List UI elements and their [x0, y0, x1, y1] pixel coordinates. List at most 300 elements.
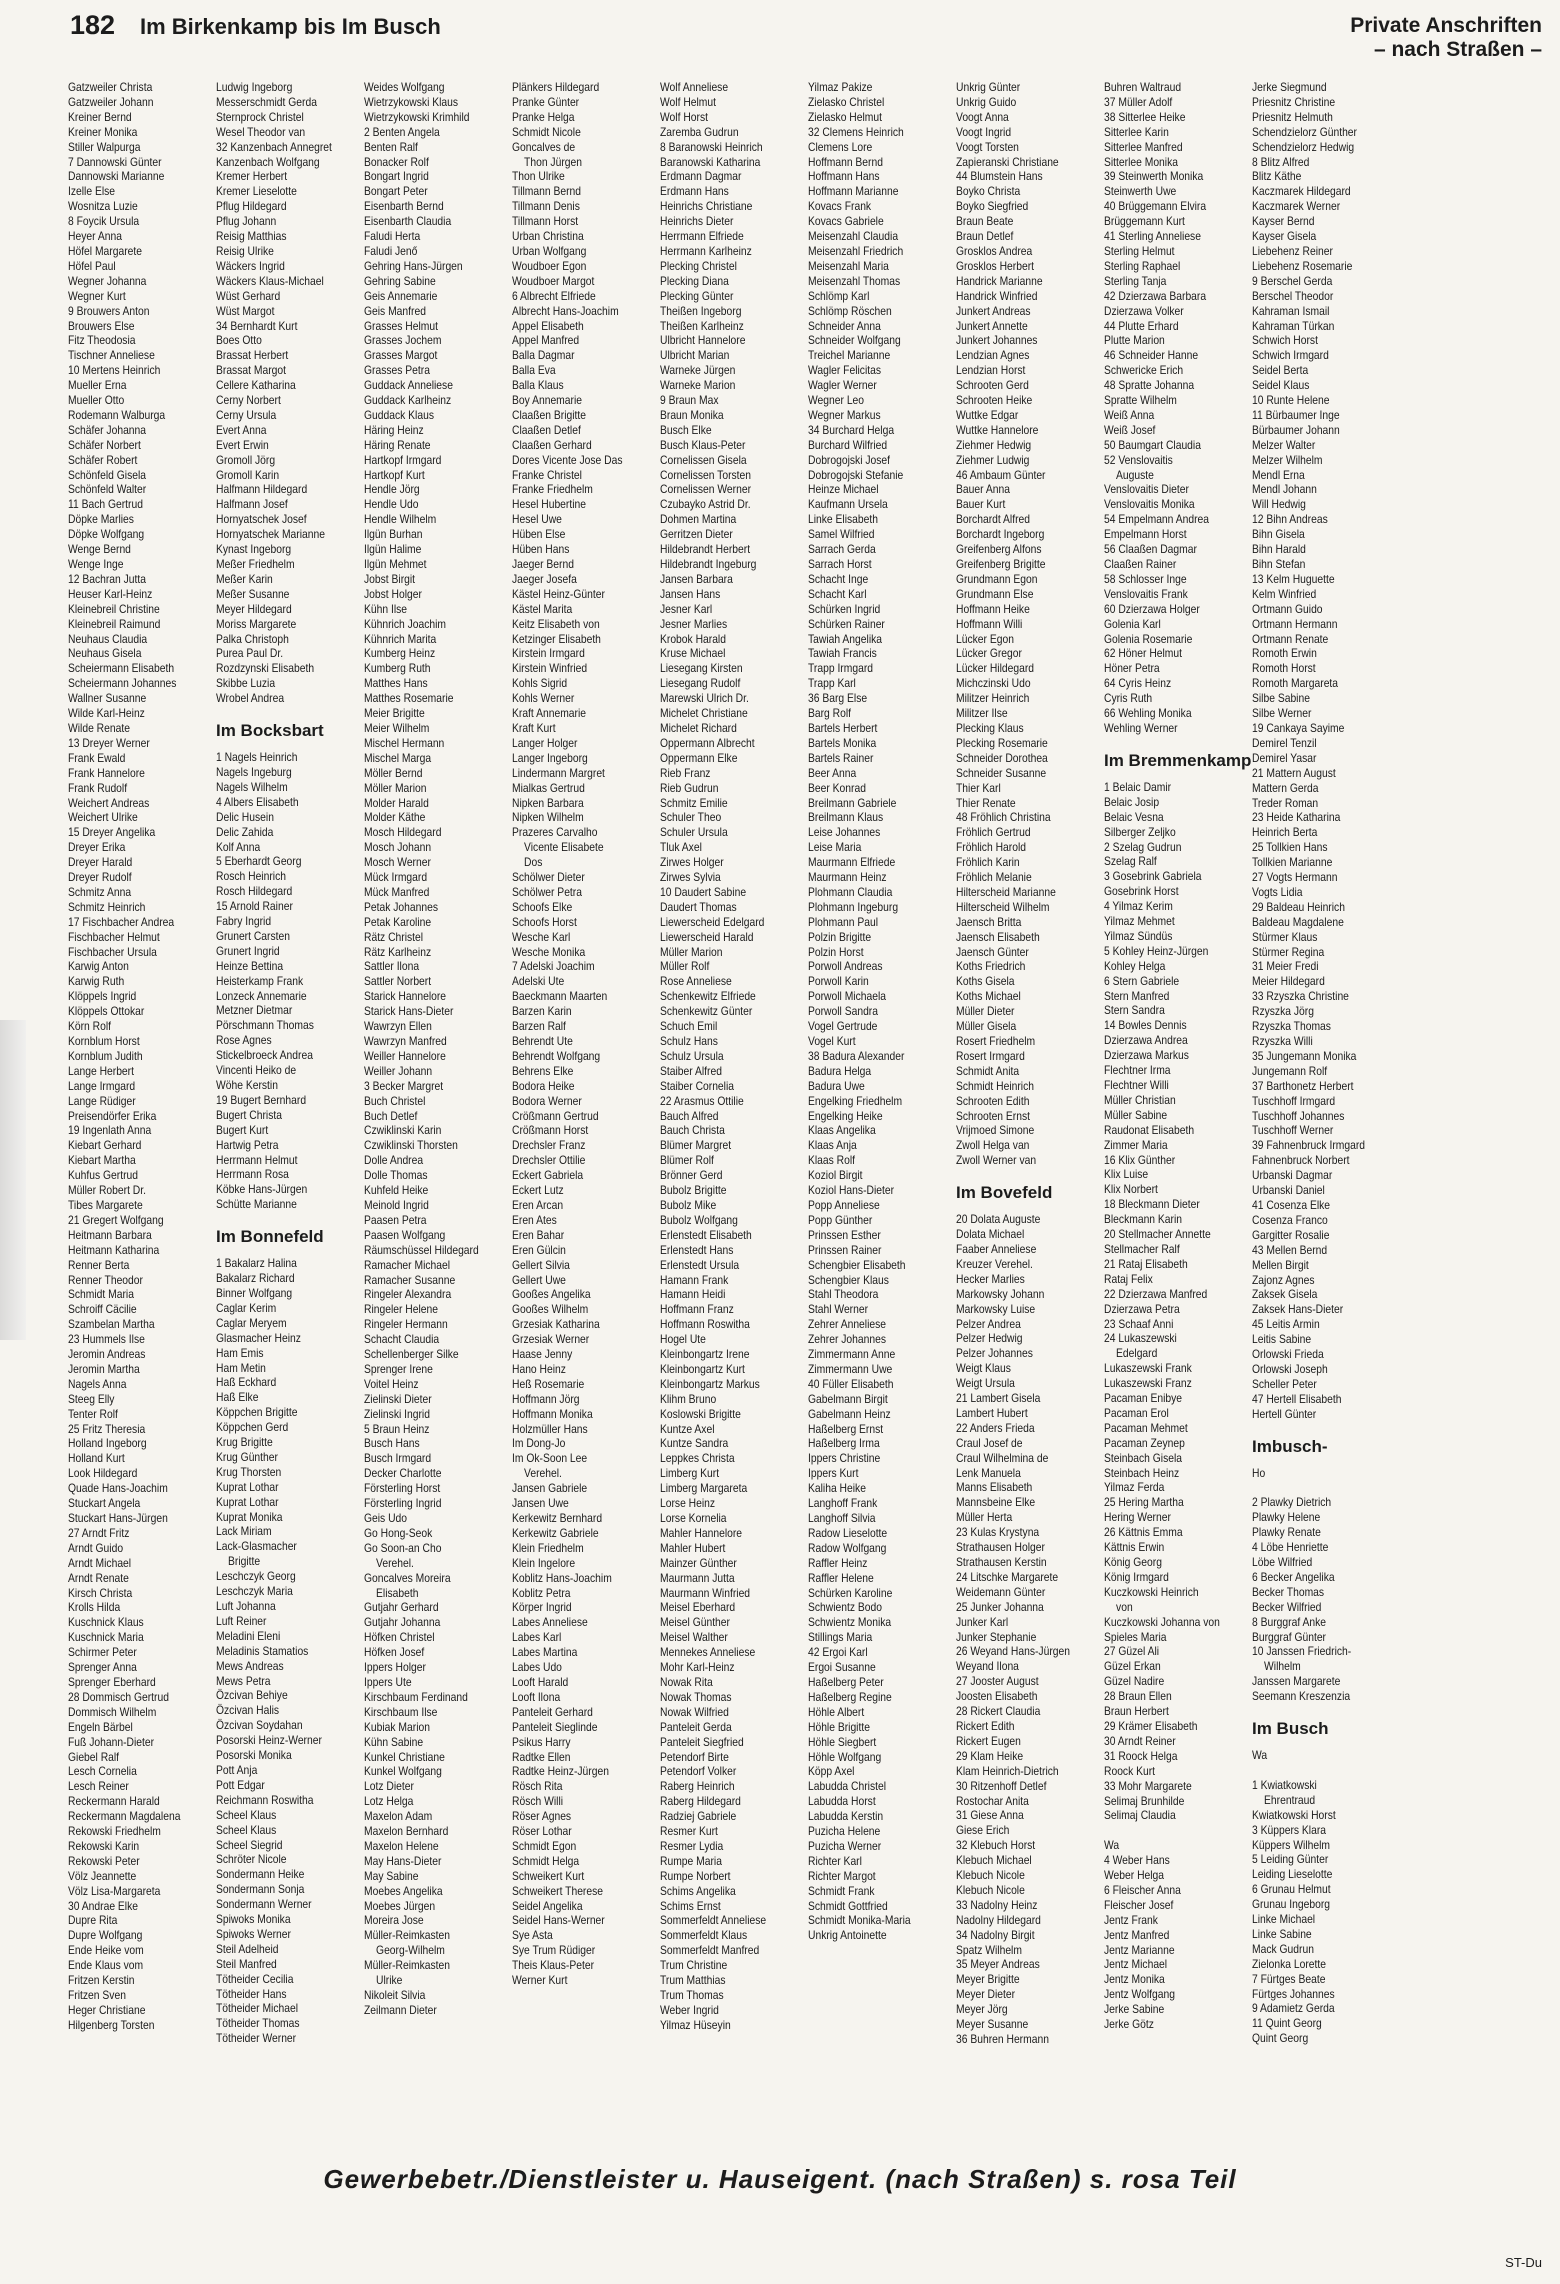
directory-entry: Faaber Anneliese — [956, 1241, 1037, 1256]
directory-entry: Hesel Uwe — [512, 512, 562, 527]
directory-entry: Wegner Kurt — [68, 288, 126, 303]
directory-entry-continuation: Edelgard — [1116, 1346, 1158, 1361]
directory-entry: Leiding Lieselotte — [1252, 1867, 1333, 1882]
directory-entry: Glasmacher Heinz — [216, 1330, 301, 1345]
directory-entry-continuation: Ulrike — [376, 1973, 403, 1988]
directory-entry: Baldeau Magdalene — [1252, 914, 1344, 929]
directory-entry: Rzyszka Jörg — [1252, 1004, 1314, 1019]
directory-entry: Pott Anja — [216, 1762, 258, 1777]
directory-entry: Faludi Jenő — [364, 243, 418, 258]
directory-entry: Messerschmidt Gerda — [216, 94, 317, 109]
directory-entry: Ortmann Guido — [1252, 601, 1323, 616]
directory-entry: Haßelberg Irma — [808, 1436, 880, 1451]
directory-entry: 29 Klam Heike — [956, 1748, 1024, 1763]
directory-entry: Gosebrink Horst — [1104, 884, 1179, 899]
directory-entry: Müller Dieter — [956, 1004, 1015, 1019]
directory-column — [68, 80, 216, 2158]
directory-entry: 6 Fleischer Anna — [1104, 1882, 1181, 1897]
directory-entry: Nowak Rita — [660, 1674, 713, 1689]
directory-entry: 21 Mattern August — [1252, 765, 1336, 780]
directory-entry: Kühn Ilse — [364, 601, 408, 616]
directory-entry: Pacaman Mehmet — [1104, 1420, 1188, 1435]
directory-entry: Weiller Hannelore — [364, 1048, 446, 1063]
directory-entry: Herrmann Elfriede — [660, 229, 744, 244]
directory-entry: Kleinbongartz Markus — [660, 1376, 760, 1391]
directory-entry: Höfel Paul — [68, 258, 116, 273]
directory-entry: Weigt Klaus — [956, 1361, 1011, 1376]
directory-entry: Venslovaitis Dieter — [1104, 482, 1189, 497]
directory-entry: Erlenstedt Elisabeth — [660, 1227, 752, 1242]
directory-entry: Meisenzahl Maria — [808, 258, 889, 273]
directory-entry: Renner Theodor — [68, 1272, 143, 1287]
directory-entry: Bürbaumer Johann — [1252, 422, 1340, 437]
directory-entry: Maurmann Winfried — [660, 1585, 751, 1600]
directory-entry: Oppermann Albrecht — [660, 735, 755, 750]
directory-entry: 9 Berschel Gerda — [1252, 273, 1333, 288]
directory-entry: Heinrichs Christiane — [660, 199, 753, 214]
directory-entry: Kunkel Wolfgang — [364, 1764, 442, 1779]
directory-entry: Heitmann Katharina — [68, 1242, 160, 1257]
directory-entry: Bugert Christa — [216, 1107, 282, 1122]
directory-entry: Grasses Helmut — [364, 318, 438, 333]
directory-entry: Sommerfeldt Manfred — [660, 1943, 760, 1958]
directory-entry: Boes Otto — [216, 333, 262, 348]
directory-entry: Weigt Ursula — [956, 1376, 1015, 1391]
directory-entry: Krug Thorsten — [216, 1464, 282, 1479]
directory-entry: Kovacs Gabriele — [808, 214, 884, 229]
directory-entry: Kuntze Axel — [660, 1421, 715, 1436]
directory-entry: Pelzer Andrea — [956, 1316, 1021, 1331]
directory-entry: Braun Detlef — [956, 229, 1014, 244]
directory-entry: Schmidt Helga — [512, 1853, 580, 1868]
directory-entry: Ippers Holger — [364, 1660, 426, 1675]
directory-entry: Müller Marion — [660, 944, 723, 959]
directory-entry: 28 Braun Ellen — [1104, 1689, 1172, 1704]
directory-entry: Schäfer Johanna — [68, 422, 147, 437]
directory-entry: Caglar Kerim — [216, 1300, 277, 1315]
directory-entry: Woudboer Margot — [512, 273, 595, 288]
directory-entry: Haßelberg Ernst — [808, 1421, 884, 1436]
directory-entry: Langer Holger — [512, 735, 578, 750]
directory-entry: Pflug Hildegard — [216, 199, 287, 214]
directory-entry: Theißen Karlheinz — [660, 318, 744, 333]
directory-entry: Kirstein Irmgard — [512, 646, 585, 661]
directory-entry: Hoffmann Marianne — [808, 184, 899, 199]
directory-entry: Zehrer Johannes — [808, 1332, 887, 1347]
directory-entry: Lindermann Margret — [512, 765, 605, 780]
directory-entry: Pott Edgar — [216, 1777, 265, 1792]
directory-entry: Sitterlee Monika — [1104, 154, 1179, 169]
directory-entry: 41 Cosenza Elke — [1252, 1197, 1331, 1212]
directory-entry: Schrooten Gerd — [956, 378, 1029, 393]
directory-entry: Schölwer Dieter — [512, 870, 585, 885]
directory-entry: Ergoi Susanne — [808, 1660, 876, 1675]
directory-entry: Klebuch Michael — [956, 1853, 1032, 1868]
directory-entry: 21 Lambert Gisela — [956, 1391, 1041, 1406]
directory-entry: Möller Marion — [364, 780, 427, 795]
directory-entry: Militzer Ilse — [956, 706, 1008, 721]
directory-entry: Polzin Brigitte — [808, 929, 872, 944]
directory-entry: Jeromin Andreas — [68, 1347, 146, 1362]
directory-entry: Hartwig Petra — [216, 1137, 279, 1152]
directory-entry: Zielinski Ingrid — [364, 1406, 430, 1421]
directory-entry: Reichmann Roswitha — [216, 1792, 314, 1807]
directory-entry: Busch Hans — [364, 1436, 420, 1451]
directory-entry: Ramacher Michael — [364, 1257, 451, 1272]
directory-entry: Sondermann Werner — [216, 1897, 312, 1912]
directory-entry: Schwientz Monika — [808, 1615, 892, 1630]
directory-entry: Lotz Helga — [364, 1794, 414, 1809]
directory-entry: Manns Elisabeth — [956, 1480, 1033, 1495]
directory-entry: 23 Schaaf Anni — [1104, 1316, 1174, 1331]
directory-entry: Handrick Marianne — [956, 273, 1043, 288]
directory-entry: Breilmann Klaus — [808, 810, 884, 825]
directory-entry: Häring Heinz — [364, 422, 424, 437]
directory-entry: 12 Bihn Andreas — [1252, 512, 1328, 527]
directory-entry: Jesner Karl — [660, 601, 713, 616]
directory-entry: Schoofs Elke — [512, 899, 573, 914]
directory-entry: Reisig Matthias — [216, 229, 287, 244]
directory-entry: Panteleit Sieglinde — [512, 1719, 598, 1734]
directory-entry: Meyer Dieter — [956, 1987, 1016, 2002]
directory-entry: Jesner Marlies — [660, 616, 728, 631]
directory-entry: 46 Schneider Hanne — [1104, 348, 1199, 363]
directory-entry: Franke Christel — [512, 467, 582, 482]
directory-entry: Plecking Klaus — [956, 720, 1024, 735]
directory-entry: Yilmaz Ferda — [1104, 1480, 1165, 1495]
directory-entry: Höner Petra — [1104, 661, 1160, 676]
directory-entry: Steinbach Gisela — [1104, 1450, 1183, 1465]
directory-entry: Appel Elisabeth — [512, 318, 584, 333]
directory-entry: Becker Thomas — [1252, 1584, 1325, 1599]
directory-entry: 58 Schlosser Inge — [1104, 571, 1187, 586]
directory-entry: Tuschhoff Johannes — [1252, 1108, 1345, 1123]
directory-entry: Spatz Wilhelm — [956, 1942, 1022, 1957]
directory-entry — [1252, 1480, 1398, 1495]
directory-entry: 25 Hering Martha — [1104, 1495, 1184, 1510]
directory-entry: Arndt Michael — [68, 1555, 132, 1570]
directory-entry: Moreira Jose — [364, 1913, 424, 1928]
directory-entry: Wesche Monika — [512, 944, 586, 959]
directory-entry: Cornelissen Gisela — [660, 452, 747, 467]
directory-entry: 48 Fröhlich Christina — [956, 810, 1051, 825]
directory-entry: Fürtges Johannes — [1252, 1986, 1335, 2001]
directory-entry: Porwoll Andreas — [808, 959, 883, 974]
directory-entry: Rosch Heinrich — [216, 869, 286, 884]
directory-entry: Szambelan Martha — [68, 1317, 155, 1332]
directory-entry: Reckermann Magdalena — [68, 1809, 181, 1824]
directory-entry: Jerke Siegmund — [1252, 80, 1327, 94]
directory-entry: 27 Vogts Hermann — [1252, 870, 1338, 885]
directory-entry: Kremer Lieselotte — [216, 184, 297, 199]
directory-entry: Renner Berta — [68, 1257, 130, 1272]
directory-entry: Zimmer Maria — [1104, 1137, 1168, 1152]
directory-entry: Looft Harald — [512, 1674, 569, 1689]
directory-entry: Hesel Hubertine — [512, 497, 587, 512]
directory-entry: Wietrzykowski Krimhild — [364, 109, 470, 124]
directory-entry: Borchardt Alfred — [956, 512, 1031, 527]
directory-entry: Hoffmann Roswitha — [660, 1317, 750, 1332]
page-edge-tab — [0, 1020, 26, 1340]
directory-entry: Sitterlee Manfred — [1104, 139, 1183, 154]
directory-entry: Kerkewitz Bernhard — [512, 1511, 603, 1525]
directory-entry: Matthes Rosemarie — [364, 691, 454, 706]
directory-entry: Räumschüssel Hildegard — [364, 1242, 479, 1257]
directory-entry: Kornblum Horst — [68, 1034, 140, 1048]
directory-entry: Evert Erwin — [216, 437, 269, 452]
directory-entry: Wagler Felicitas — [808, 363, 882, 378]
directory-entry: Rumpe Maria — [660, 1853, 722, 1868]
directory-entry: Müller Robert Dr. — [68, 1183, 147, 1198]
directory-entry: Rozdzynski Elisabeth — [216, 661, 315, 676]
directory-entry: 31 Roock Helga — [1104, 1748, 1178, 1763]
directory-entry: Beer Anna — [808, 765, 857, 780]
directory-entry: Wa — [1252, 1748, 1268, 1763]
directory-entry: Koblitz Hans-Joachim — [512, 1570, 612, 1585]
directory-entry: Kynast Ingeborg — [216, 542, 292, 557]
directory-entry: Neuhaus Gisela — [68, 646, 142, 661]
directory-entry: Romoth Margareta — [1252, 676, 1339, 691]
directory-entry: Rosert Irmgard — [956, 1048, 1025, 1063]
directory-entry: Posorski Heinz-Werner — [216, 1733, 322, 1748]
directory-entry: Trapp Karl — [808, 676, 856, 691]
directory-entry: Kumberg Ruth — [364, 661, 431, 676]
directory-entry: Lack Miriam — [216, 1524, 272, 1539]
directory-entry: Hilgenberg Torsten — [68, 2017, 155, 2032]
directory-entry: Flechtner Irma — [1104, 1063, 1171, 1078]
directory-entry: Mück Manfred — [364, 884, 430, 899]
directory-entry: Koths Michael — [956, 989, 1021, 1004]
directory-entry: Wegner Markus — [808, 407, 881, 422]
directory-entry: Porwoll Sandra — [808, 1004, 878, 1019]
directory-entry: 4 Weber Hans — [1104, 1853, 1170, 1868]
directory-entry: Schims Ernst — [660, 1898, 721, 1913]
directory-entry: Dores Vicente Jose Das — [512, 452, 623, 467]
directory-entry: Drechsler Franz — [512, 1138, 586, 1153]
directory-entry: Gromoll Jörg — [216, 452, 276, 467]
directory-entry: Tuschhoff Irmgard — [1252, 1093, 1336, 1108]
directory-entry: Röser Lothar — [512, 1824, 572, 1839]
directory-entry: Hoffmann Franz — [660, 1302, 734, 1317]
directory-entry: Bartels Herbert — [808, 720, 878, 735]
directory-entry: 27 Güzel Ali — [1104, 1644, 1160, 1659]
directory-entry: Yilmaz Mehmet — [1104, 914, 1175, 929]
directory-entry: 52 Venslovaitis — [1104, 452, 1173, 467]
directory-entry: Zimmermann Anne — [808, 1347, 896, 1362]
directory-entry: Fritzen Sven — [68, 1988, 126, 2002]
directory-entry: Eckert Gabriela — [512, 1168, 584, 1183]
directory-entry: Schröter Nicole — [216, 1852, 287, 1867]
directory-entry: Strathausen Holger — [956, 1540, 1045, 1555]
directory-entry: Wietrzykowski Klaus — [364, 94, 459, 109]
directory-entry: Zimmermann Uwe — [808, 1361, 893, 1376]
directory-entry: Pacaman Erol — [1104, 1405, 1169, 1420]
directory-entry: Wegner Leo — [808, 393, 865, 408]
directory-entry: 46 Ambaum Günter — [956, 467, 1046, 482]
directory-entry: Schneider Dorothea — [956, 750, 1048, 765]
directory-entry: Schendzielorz Hedwig — [1252, 139, 1355, 154]
directory-entry: 62 Höner Helmut — [1104, 646, 1183, 661]
directory-entry: Krug Brigitte — [216, 1435, 273, 1450]
directory-entry: Tillmann Horst — [512, 214, 579, 229]
directory-entry: Plutte Marion — [1104, 333, 1165, 348]
directory-entry: Dannowski Marianne — [68, 169, 165, 184]
directory-entry: Gutjahr Johanna — [364, 1615, 441, 1630]
directory-entry: Handrick Winfried — [956, 288, 1038, 303]
directory-entry: Haase Jenny — [512, 1347, 573, 1362]
directory-entry: 38 Sitterlee Heike — [1104, 109, 1186, 124]
directory-entry: Dzierzawa Markus — [1104, 1048, 1189, 1063]
directory-entry: Bongart Ingrid — [364, 169, 429, 184]
directory-entry: Craul Wilhelmina de — [956, 1450, 1049, 1465]
directory-entry: Ramacher Susanne — [364, 1272, 456, 1287]
directory-entry: Kuprat Lothar — [216, 1494, 279, 1509]
directory-entry: Hoffmann Willi — [956, 616, 1023, 631]
directory-entry: Haßelberg Regine — [808, 1689, 892, 1704]
directory-entry: Schendzielorz Günther — [1252, 124, 1357, 139]
directory-entry: Labes Udo — [512, 1660, 562, 1675]
directory-entry: Hendle Wilhelm — [364, 512, 437, 527]
directory-entry: Höhle Albert — [808, 1704, 865, 1719]
directory-entry: Priesnitz Helmuth — [1252, 109, 1333, 124]
directory-entry: Haßelberg Peter — [808, 1674, 884, 1689]
directory-entry: 5 Braun Heinz — [364, 1421, 430, 1436]
directory-entry: 3 Küppers Klara — [1252, 1822, 1327, 1837]
directory-entry: Czubayko Astrid Dr. — [660, 497, 751, 512]
directory-entry: 39 Fahnenbruck Irmgard — [1252, 1138, 1366, 1153]
directory-entry: 37 Müller Adolf — [1104, 94, 1173, 109]
directory-entry: Kaczmarek Werner — [1252, 199, 1341, 214]
directory-entry: Lange Herbert — [68, 1063, 134, 1078]
directory-entry: Schirmer Peter — [68, 1645, 137, 1660]
directory-entry: Dreyer Harald — [68, 855, 133, 870]
directory-entry: Schweikert Therese — [512, 1883, 604, 1898]
directory-entry: Arndt Renate — [68, 1570, 129, 1585]
directory-entry: 8 Burggraf Anke — [1252, 1614, 1327, 1629]
directory-entry: Wäckers Klaus-Michael — [216, 273, 324, 288]
directory-entry: Kumberg Heinz — [364, 646, 436, 661]
directory-entry: Meyer Hildegard — [216, 601, 292, 616]
directory-entry: Sye Asta — [512, 1928, 553, 1943]
directory-entry: Prinssen Rainer — [808, 1242, 882, 1257]
directory-entry: Geis Annemarie — [364, 288, 438, 303]
directory-entry: Meßer Susanne — [216, 586, 290, 601]
directory-entry: Eisenbarth Bernd — [364, 199, 444, 214]
directory-entry: Hilterscheid Marianne — [956, 884, 1056, 899]
directory-entry: Radtke Ellen — [512, 1749, 571, 1764]
directory-entry: Pflug Johann — [216, 214, 277, 229]
directory-entry: Stiller Walpurga — [68, 139, 141, 154]
directory-entry: Kayser Gisela — [1252, 229, 1317, 244]
directory-entry: Selimaj Claudia — [1104, 1808, 1176, 1823]
directory-entry: Gabelmann Heinz — [808, 1406, 891, 1421]
directory-entry: Schmidt Anita — [956, 1063, 1020, 1078]
directory-entry: Langhoff Silvia — [808, 1511, 876, 1525]
directory-entry: Meßer Friedhelm — [216, 557, 295, 571]
directory-entry: Porwoll Karin — [808, 974, 869, 989]
directory-entry: Heinrich Berta — [1252, 825, 1318, 840]
directory-entry: Schulz Hans — [660, 1034, 718, 1048]
directory-entry: Busch Irmgard — [364, 1451, 432, 1466]
directory-entry: Kuntze Sandra — [660, 1436, 729, 1451]
directory-entry-continuation: Verehel. — [524, 1466, 562, 1481]
directory-column — [956, 80, 1104, 2158]
directory-entry: Ilgün Burhan — [364, 527, 423, 542]
directory-entry: Zehrer Anneliese — [808, 1317, 887, 1332]
directory-entry: Jaensch Günter — [956, 944, 1029, 959]
directory-entry: Meier Hildegard — [1252, 974, 1325, 989]
directory-entry: Stahl Theodora — [808, 1287, 879, 1302]
directory-entry: Körper Ingrid — [512, 1600, 572, 1615]
directory-entry: Meinold Ingrid — [364, 1197, 429, 1212]
directory-entry: Köppchen Brigitte — [216, 1405, 298, 1420]
directory-entry: Maxelon Adam — [364, 1809, 433, 1824]
directory-entry: Karwig Ruth — [68, 974, 125, 989]
directory-entry: Prinssen Esther — [808, 1227, 881, 1242]
directory-entry: Leschczyk Georg — [216, 1569, 296, 1584]
directory-entry: Hartkopf Irmgard — [364, 452, 442, 467]
directory-entry: König Georg — [1104, 1555, 1162, 1569]
directory-entry: Matthes Hans — [364, 676, 428, 691]
directory-entry: Koblitz Petra — [512, 1585, 571, 1600]
directory-entry: Lange Rüdiger — [68, 1093, 136, 1108]
directory-entry: Panteleit Siegfried — [660, 1734, 744, 1749]
directory-entry: Dupre Wolfgang — [68, 1928, 143, 1943]
directory-entry: Lambert Hubert — [956, 1405, 1028, 1420]
directory-entry: König Irmgard — [1104, 1569, 1169, 1584]
directory-entry: Arndt Guido — [68, 1540, 124, 1555]
directory-entry: Fröhlich Melanie — [956, 870, 1032, 885]
directory-entry: 26 Kättnis Emma — [1104, 1525, 1183, 1540]
directory-entry: Blümer Margret — [660, 1138, 732, 1153]
directory-entry: Radtke Heinz-Jürgen — [512, 1764, 609, 1779]
directory-entry: Pörschmann Thomas — [216, 1018, 314, 1033]
directory-entry: Bauch Christa — [660, 1123, 725, 1138]
directory-entry: 2 Benten Angela — [364, 124, 440, 139]
directory-entry: Giebel Ralf — [68, 1749, 120, 1764]
directory-entry: Oppermann Elke — [660, 750, 738, 765]
directory-entry: Klein Ingelore — [512, 1555, 576, 1570]
directory-entry: Dzierzawa Volker — [1104, 303, 1184, 318]
directory-entry: Plecking Rosemarie — [956, 735, 1048, 750]
directory-entry: Mennekes Anneliese — [660, 1645, 756, 1660]
directory-entry: Braun Beate — [956, 214, 1014, 229]
directory-entry: Holzmüller Hans — [512, 1421, 588, 1436]
directory-entry: Caglar Meryem — [216, 1315, 287, 1330]
directory-entry: Steil Manfred — [216, 1956, 277, 1971]
directory-entry: Limberg Margareta — [660, 1481, 748, 1496]
directory-entry: Köpp Axel — [808, 1764, 855, 1779]
directory-entry: 34 Burchard Helga — [808, 422, 895, 437]
directory-entry: Kraft Annemarie — [512, 706, 587, 721]
directory-entry: Badura Helga — [808, 1063, 872, 1078]
directory-entry: 12 Bachran Jutta — [68, 571, 147, 586]
directory-entry: Brüggemann Kurt — [1104, 214, 1185, 229]
directory-entry: Czwiklinski Thorsten — [364, 1138, 458, 1153]
directory-entry: Ketzinger Elisabeth — [512, 631, 601, 646]
directory-entry: Binner Wolfgang — [216, 1285, 293, 1300]
directory-entry: Maxelon Bernhard — [364, 1824, 449, 1839]
directory-entry: Meladinis Stamatios — [216, 1643, 309, 1658]
directory-entry: Junkert Johannes — [956, 333, 1038, 348]
directory-entry: Kleinebreil Christine — [68, 601, 160, 616]
directory-entry: Herrmann Karlheinz — [660, 243, 752, 258]
directory-entry: Moriss Margarete — [216, 616, 297, 631]
directory-entry: Adelski Ute — [512, 974, 565, 989]
directory-entry: Behrens Elke — [512, 1063, 574, 1078]
directory-entry: Rätz Karlheinz — [364, 944, 432, 959]
directory-entry: Schengbier Elisabeth — [808, 1257, 906, 1272]
